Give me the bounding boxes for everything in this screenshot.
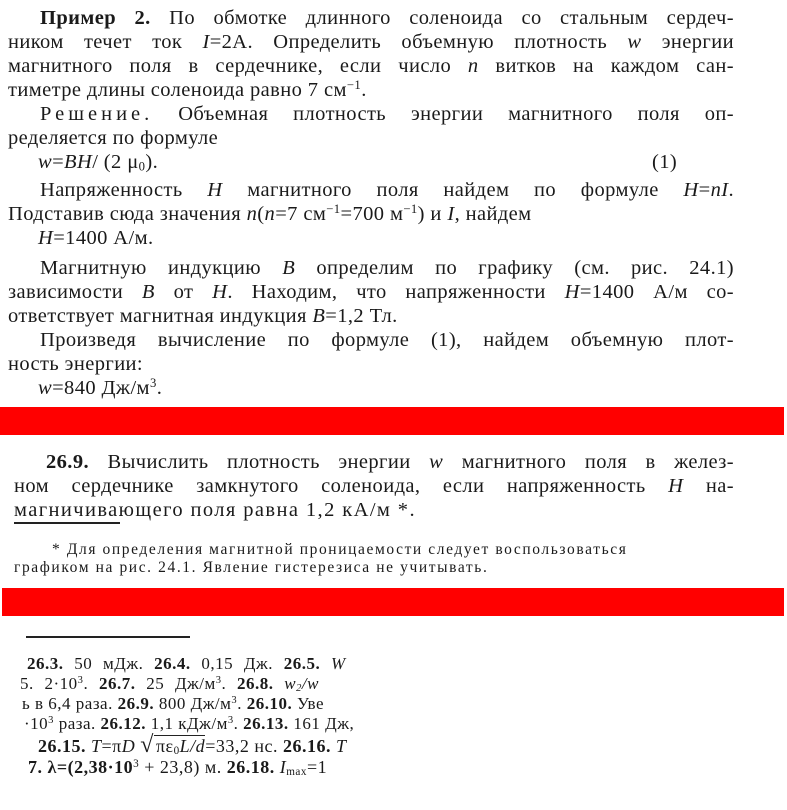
subscript: 0: [138, 159, 146, 174]
superscript: 3: [77, 675, 84, 687]
superscript: 3: [215, 675, 222, 687]
text: / (2 μ: [92, 151, 139, 173]
answer-text: ь в 6,4 раза.: [22, 694, 118, 713]
answer-text: =π: [101, 736, 122, 756]
var-w: w: [38, 151, 53, 173]
text: Подставив сюда значения: [8, 203, 242, 225]
var-I: I: [202, 31, 210, 53]
answer-number: 26.8.: [237, 674, 274, 693]
answers-row-1: [27, 653, 346, 675]
var-n: n: [246, 203, 258, 225]
text: .: [728, 179, 735, 201]
var-H: H: [683, 179, 699, 201]
var-T: T: [91, 736, 102, 756]
highlight-bar: [0, 407, 784, 435]
footnote-divider: [14, 522, 120, 524]
answer-text: 50 мДж.: [63, 654, 155, 673]
answer-text: .: [237, 694, 247, 713]
answer-number: 26.13.: [243, 714, 289, 733]
b-line-3: [8, 304, 398, 328]
text: , найдем: [454, 203, 532, 225]
answers-row-5: [38, 734, 346, 757]
answer-text: раза.: [53, 714, 101, 733]
answer-number: 26.3.: [27, 654, 64, 673]
solution-line-2: [8, 126, 218, 150]
radicand: [154, 735, 205, 756]
text: магнитного поля в желез-: [461, 451, 735, 473]
answer-text: ·10: [24, 714, 49, 733]
answer-text: + 23,8) м.: [139, 757, 227, 777]
text: энергии: [661, 31, 734, 53]
b-line-2: [8, 280, 734, 304]
superscript: 3: [149, 376, 157, 391]
solution-label: Решение.: [40, 103, 154, 125]
answer-text: .: [83, 674, 99, 693]
answers-row-2: [20, 673, 319, 695]
example-line-2: [8, 30, 734, 54]
answer-text: 25 Дж/м: [135, 674, 216, 693]
problem-line-1: [46, 450, 734, 474]
subscript: max: [286, 766, 307, 779]
var-I: I: [447, 203, 455, 225]
text: =1400 А/м со-: [579, 281, 735, 303]
problem-number: 26.9.: [46, 451, 89, 473]
problem-line-3: [14, 498, 416, 522]
var-B: B: [312, 305, 326, 327]
text: ).: [145, 151, 159, 173]
text: магнитного поля в сердечнике, если число: [8, 55, 452, 77]
superscript: 3: [231, 695, 238, 707]
text: (: [257, 203, 265, 225]
problem-line-2: [14, 474, 734, 498]
var-BH: BH: [64, 151, 93, 173]
text: * Для определения магнитной проницаемости следует воспользоваться: [52, 541, 628, 558]
text: .: [361, 79, 367, 101]
answer-text: L/d: [179, 736, 206, 756]
w-value: [38, 376, 162, 400]
answer-number: 26.7.: [98, 674, 136, 693]
text: Произведя вычисление по формуле (1), найдем объемную плот-: [40, 329, 734, 351]
answers-row-6: [28, 756, 327, 778]
superscript: −1: [346, 78, 362, 93]
answer-text: 1,1 кДж/м: [146, 714, 228, 733]
var-H: H: [668, 475, 684, 497]
example-line-4: [8, 78, 367, 102]
superscript: −1: [403, 202, 418, 217]
text: графиком на рис. 24.1. Явление гистерезиса не учитывать.: [14, 559, 489, 576]
answer-number: 26.16.: [282, 736, 331, 756]
example-line-3: [8, 54, 734, 78]
footnote-line-2: [14, 558, 488, 577]
text: ном сердечнике замкнутого соленоида, если напряженность: [14, 475, 646, 497]
text: Объемная плотность энергии магнитного поля оп-: [178, 103, 734, 125]
answer-number: 26.10.: [246, 694, 293, 713]
answer-text: W: [320, 654, 346, 673]
text: ность энергии:: [8, 353, 144, 375]
text: =7 см: [275, 203, 327, 225]
text: Вычислить плотность энергии: [107, 451, 411, 473]
text: =1,2 Тл.: [325, 305, 398, 327]
var-n: n: [264, 203, 276, 225]
superscript: 3: [48, 715, 54, 727]
var-w: w: [627, 31, 642, 53]
text: По обмотке длинного соленоида со стальным сердеч-: [169, 7, 734, 29]
text: ) и: [417, 203, 442, 225]
var-w: w: [38, 377, 53, 399]
var-H: H: [207, 179, 223, 201]
var-B: B: [282, 257, 296, 279]
answer-number: 26.12.: [100, 714, 146, 733]
text: тиметре длины соленоида равно 7 см: [8, 79, 347, 101]
var-H: H: [564, 281, 580, 303]
answer-text: /w: [301, 674, 319, 693]
var-nI: nI: [710, 179, 729, 201]
sqrt-icon: √: [140, 732, 154, 758]
text: магнитного поля найдем по формуле: [247, 179, 659, 201]
answer-text: 0,15 Дж.: [190, 654, 284, 673]
answer-text: .: [221, 674, 238, 693]
text: Магнитную индукцию: [40, 257, 261, 279]
answer-text: Уве: [292, 694, 325, 713]
example-line-1: [40, 6, 734, 30]
var-B: B: [141, 281, 155, 303]
superscript: 3: [227, 715, 234, 727]
answer-text: 161 Дж,: [288, 714, 355, 733]
text: .: [156, 377, 163, 399]
answer-number: 26.5.: [283, 654, 321, 673]
answer-number: 26.18.: [226, 757, 275, 777]
subscript: 2: [296, 683, 302, 695]
calc-line-2: [8, 352, 143, 376]
var-D: D: [121, 736, 136, 756]
var-w: w: [429, 451, 444, 473]
answers-row-4: [24, 713, 354, 735]
text: Напряженность: [40, 179, 183, 201]
formula-number: [652, 150, 677, 174]
b-line-1: [40, 256, 734, 280]
text: от: [173, 281, 194, 303]
highlight-bar: [2, 588, 784, 616]
text: =: [52, 151, 65, 173]
answer-text: 7. λ=(2,38·10: [28, 757, 134, 777]
text: ответствует магнитная индукция: [8, 305, 307, 327]
var-H: H: [212, 281, 228, 303]
text: (1): [652, 151, 678, 173]
var-n: n: [467, 55, 479, 77]
text: определим по графику (см. рис. 24.1): [316, 257, 734, 279]
answer-text: 5. 2·10: [20, 674, 78, 693]
answer-text: =33,2 нс.: [205, 736, 283, 756]
subscript: 0: [173, 745, 180, 758]
text: витков на каждом сан-: [495, 55, 734, 77]
answer-text: w: [273, 674, 297, 693]
var-I: I: [279, 757, 287, 777]
subst-line: [8, 202, 532, 226]
footnote-line-1: [52, 540, 627, 559]
formula-1: [38, 150, 158, 174]
solution-line-1: [40, 102, 734, 126]
text: магничивающего поля равна 1,2 кА/м *.: [14, 499, 416, 521]
var-H: H: [38, 227, 54, 249]
answer-number: 26.9.: [117, 694, 155, 713]
text: . Находим, что напряженности: [227, 281, 546, 303]
text: зависимости: [8, 281, 124, 303]
text: =700 м: [340, 203, 404, 225]
answer-text: 800 Дж/м: [154, 694, 232, 713]
text: ределяется по формуле: [8, 127, 219, 149]
answer-text: =1: [306, 757, 328, 777]
text: =840 Дж/м: [52, 377, 150, 399]
calc-line-1: [40, 328, 734, 352]
superscript: 3: [133, 757, 140, 770]
answer-number: 26.15.: [38, 736, 86, 756]
example-title: Пример 2.: [40, 7, 151, 29]
text: =2А. Определить объемную плотность: [209, 31, 608, 53]
text: ником течет ток: [8, 31, 183, 53]
text: на-: [705, 475, 734, 497]
answer-text: T: [330, 736, 347, 756]
h-value: [38, 226, 154, 250]
superscript: −1: [326, 202, 341, 217]
text: =: [698, 179, 711, 201]
answer-text: πε: [155, 736, 174, 756]
answers-row-3: [22, 693, 324, 715]
answers-region: [0, 630, 392, 810]
answer-text: .: [233, 714, 244, 733]
h-line: [40, 178, 734, 202]
text: =1400 А/м.: [53, 227, 154, 249]
answer-number: 26.4.: [154, 654, 191, 673]
